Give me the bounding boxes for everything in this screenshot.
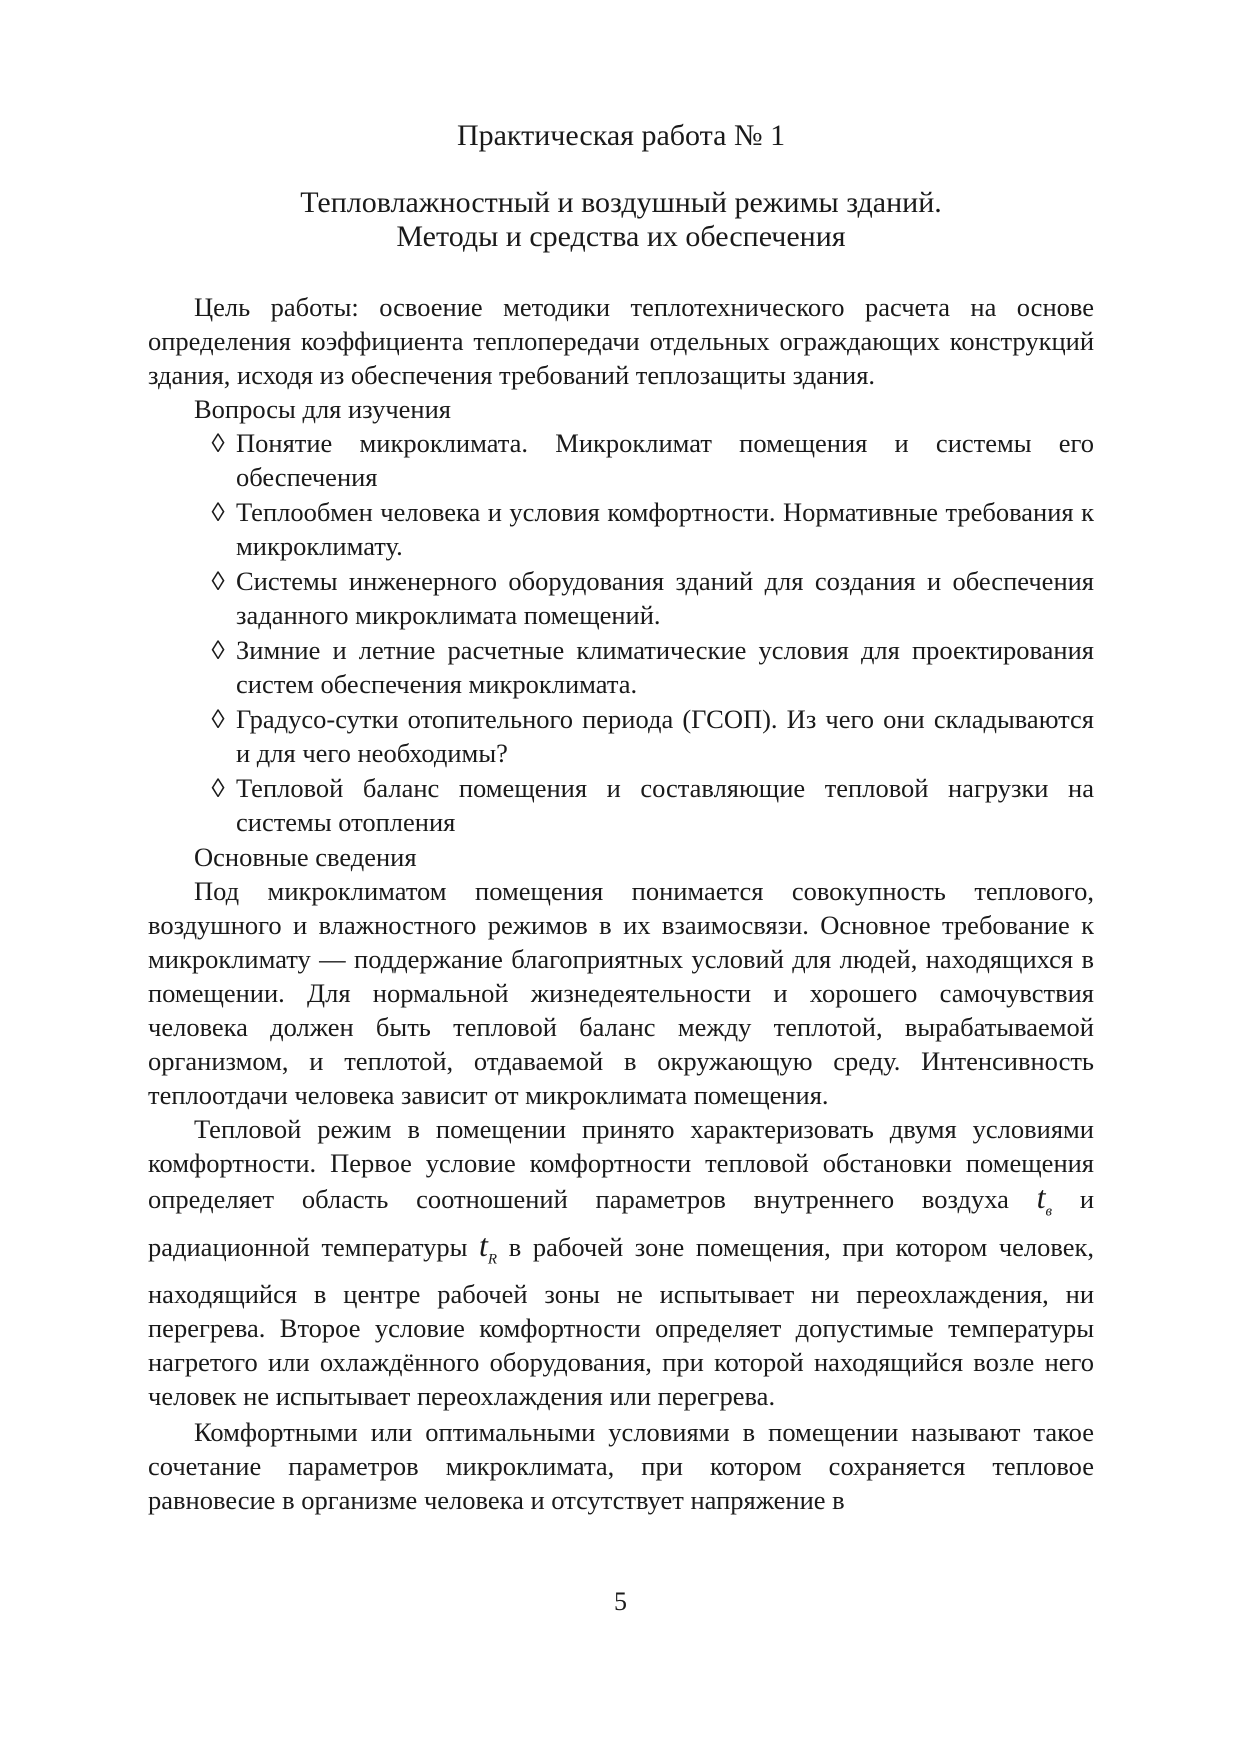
basics-heading: Основные сведения	[194, 842, 417, 872]
diamond-bullet-icon: ◊	[211, 566, 225, 596]
subtitle-line-2: Методы и средства их обеспечения	[396, 220, 846, 253]
diamond-bullet-icon: ◊	[211, 704, 225, 734]
page-number: 5	[614, 1587, 627, 1616]
page-subtitle	[150, 186, 1092, 254]
paragraph-thermal-mode: Тепловой режим в помещении принято характеризовать двумя условиями комфортности. Первое условие комфортности тепловой обстановки помещения определяет область соотношений параметров внутреннего воздуха $t_в$ и радиационной температуры $t_R$ в рабочей зоне помещения, при котором человек, находящийся в центре рабочей зоны не испытывает ни переохлаждения, ни перегрева. Второе условие комфортности определяет допустимые температуры нагретого или охлаждённого оборудования, при которой находящийся возле него человек не испытывает переохлаждения или перегрева.	[148, 1114, 1095, 1411]
questions-heading: Вопросы для изучения	[194, 394, 451, 424]
symbol-t-r: $t_R$	[479, 1227, 498, 1268]
page-title: Практическая работа № 1	[456, 119, 786, 152]
symbol-t-v: $t_в$	[1036, 1179, 1053, 1220]
subtitle-line-1: Тепловлажностный и воздушный режимы зданий.	[300, 186, 942, 219]
goal-paragraph: Цель работы: освоение методики теплотехнического расчета на основе определения коэффициента теплопередачи отдельных ограждающих конструкций здания, исходя из обеспечения требований теплозащиты здания.	[148, 292, 1094, 390]
paragraph-microclimate: Под микроклиматом помещения понимается совокупность теплового, воздушного и влажностного режимов в их взаимосвязи. Основное требование к микроклимату — поддержание благоприятных условий для людей, находящихся в помещении. Для нормальной жизнедеятельности и хорошего самочувствия человека должен быть тепловой баланс между теплотой, вырабатываемой организмом, и теплотой, отдаваемой в окружающую среду. Интенсивность теплоотдачи человека зависит от микроклимата помещения.	[148, 876, 1094, 1110]
diamond-bullet-icon: ◊	[211, 428, 225, 458]
document-body	[148, 290, 1094, 1517]
list-item: ◊ Системы инженерного оборудования зданий для создания и обеспечения заданного микроклимата помещений.	[148, 564, 1094, 632]
diamond-bullet-icon: ◊	[211, 635, 225, 665]
list-item: ◊ Зимние и летние расчетные климатические условия для проектирования систем обеспечения микроклимата.	[148, 633, 1094, 701]
list-item: ◊ Градусо-сутки отопительного периода (ГСОП). Из чего они складываются и для чего необходимы?	[148, 702, 1094, 770]
paragraph-comfort: Комфортными или оптимальными условиями в помещении называют такое сочетание параметров микроклимата, при котором сохраняется тепловое равновесие в организме человека и отсутствует напряжение в	[148, 1416, 1094, 1515]
list-item: ◊ Понятие микроклимата. Микроклимат помещения и системы его обеспечения	[148, 426, 1094, 494]
list-item: ◊ Теплообмен человека и условия комфортности. Нормативные требования к микроклимату.	[148, 495, 1094, 563]
questions-list	[148, 426, 1094, 839]
diamond-bullet-icon: ◊	[211, 773, 225, 803]
diamond-bullet-icon: ◊	[211, 497, 225, 527]
list-item: ◊ Тепловой баланс помещения и составляющие тепловой нагрузки на системы отопления	[148, 771, 1094, 839]
